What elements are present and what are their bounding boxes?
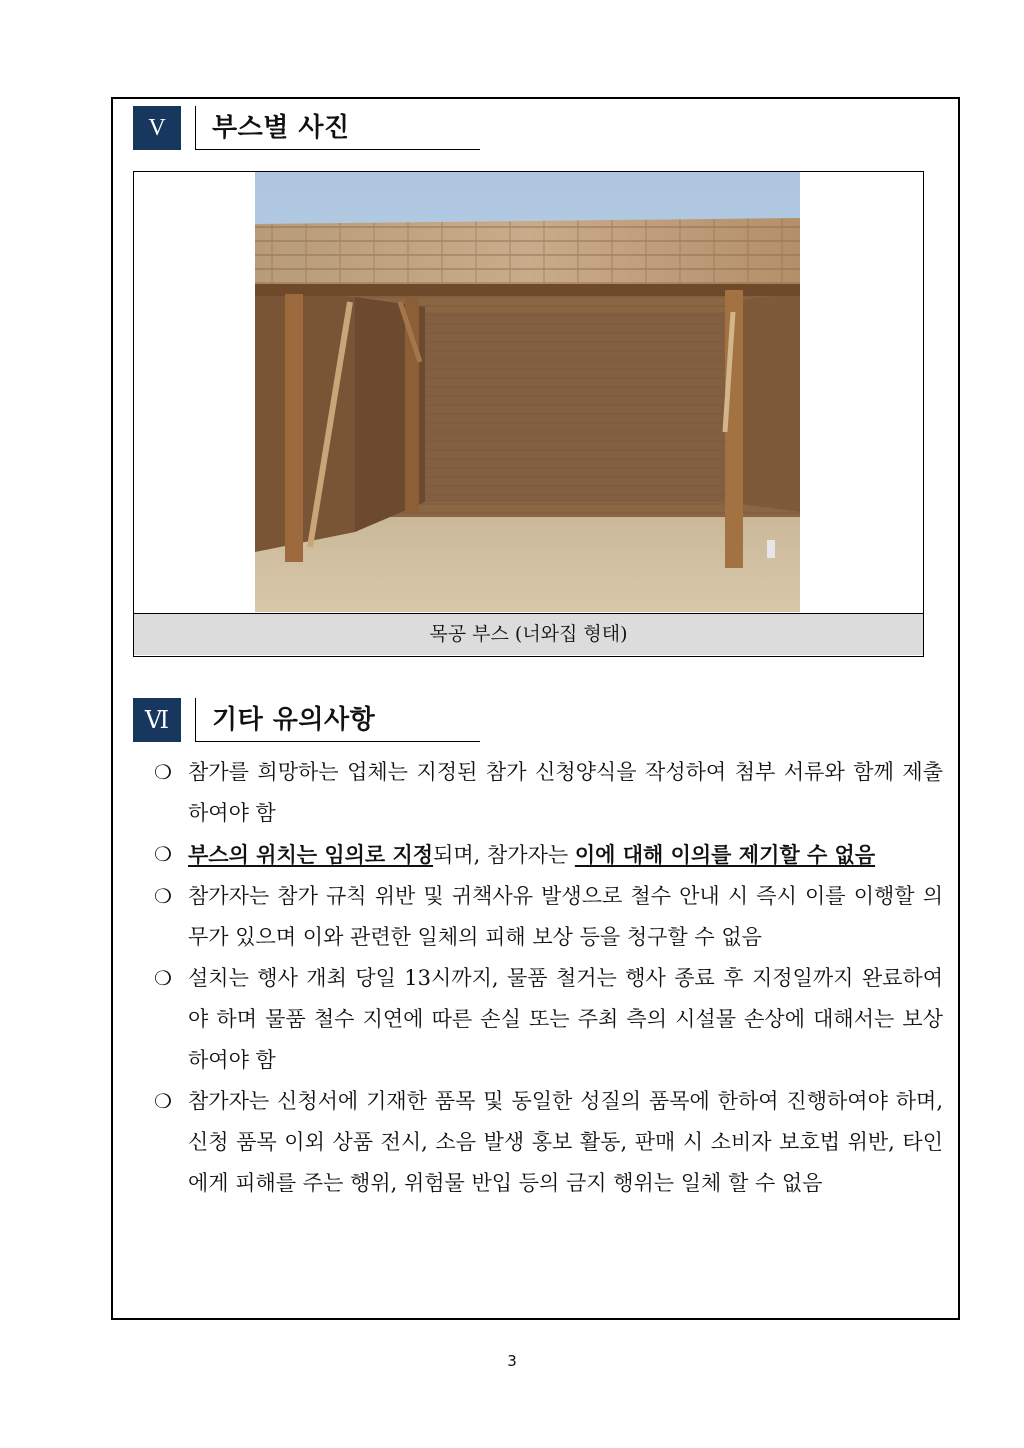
notice-list	[150, 752, 950, 1204]
item-text: 참가를 희망하는 업체는 지정된 참가 신청양식을 작성하여 첨부 서류와 함께 제출하여야 함	[188, 760, 943, 825]
section-title: 기타 유의사항	[195, 698, 480, 742]
section-number: V	[133, 106, 181, 150]
list-item	[150, 1081, 950, 1204]
list-item	[150, 876, 950, 958]
emphasis-text: 부스의 위치는 임의로 지정	[188, 842, 434, 867]
bullet-circle-icon: ❍	[154, 1089, 172, 1113]
section-number: Ⅵ	[133, 698, 181, 742]
item-text: 참가자는 신청서에 기재한 품목 및 동일한 성질의 품목에 한하여 진행하여야 하며, 신청 품목 이외 상품 전시, 소음 발생 홍보 활동, 판매 시 소비자 보호법 위반, 타인에게 피해를 주는 행위, 위험물 반입 등의 금지 행위는 일체 할 수 없음	[188, 1089, 943, 1195]
list-item	[150, 752, 950, 834]
photo-caption: 목공 부스 (너와집 형태)	[134, 614, 923, 655]
list-item	[150, 958, 950, 1081]
booth-photo-figure	[133, 171, 924, 657]
section-title: 부스별 사진	[195, 106, 480, 150]
item-text: 참가자는 참가 규칙 위반 및 귀책사유 발생으로 철수 안내 시 즉시 이를 이행할 의무가 있으며 이와 관련한 일체의 피해 보상 등을 청구할 수 없음	[188, 884, 943, 949]
bullet-circle-icon: ❍	[154, 884, 172, 908]
bullet-circle-icon: ❍	[154, 966, 172, 990]
item-text	[188, 834, 943, 876]
item-text: 설치는 행사 개최 당일 13시까지, 물품 철거는 행사 종료 후 지정일까지 완료하여야 하며 물품 철수 지연에 따른 손실 또는 주최 측의 시설물 손상에 대해서는 보상하여야 함	[188, 966, 943, 1072]
photo-area	[134, 172, 923, 614]
bullet-circle-icon: ❍	[154, 842, 172, 866]
wooden-booth-photo	[255, 172, 800, 612]
bullet-circle-icon: ❍	[154, 760, 172, 784]
emphasis-text: 이에 대해 이의를 제기할 수 없음	[574, 842, 876, 867]
plain-text: 되며, 참가자는	[433, 843, 575, 867]
page-number: 3	[507, 1352, 517, 1370]
list-item	[150, 834, 950, 876]
